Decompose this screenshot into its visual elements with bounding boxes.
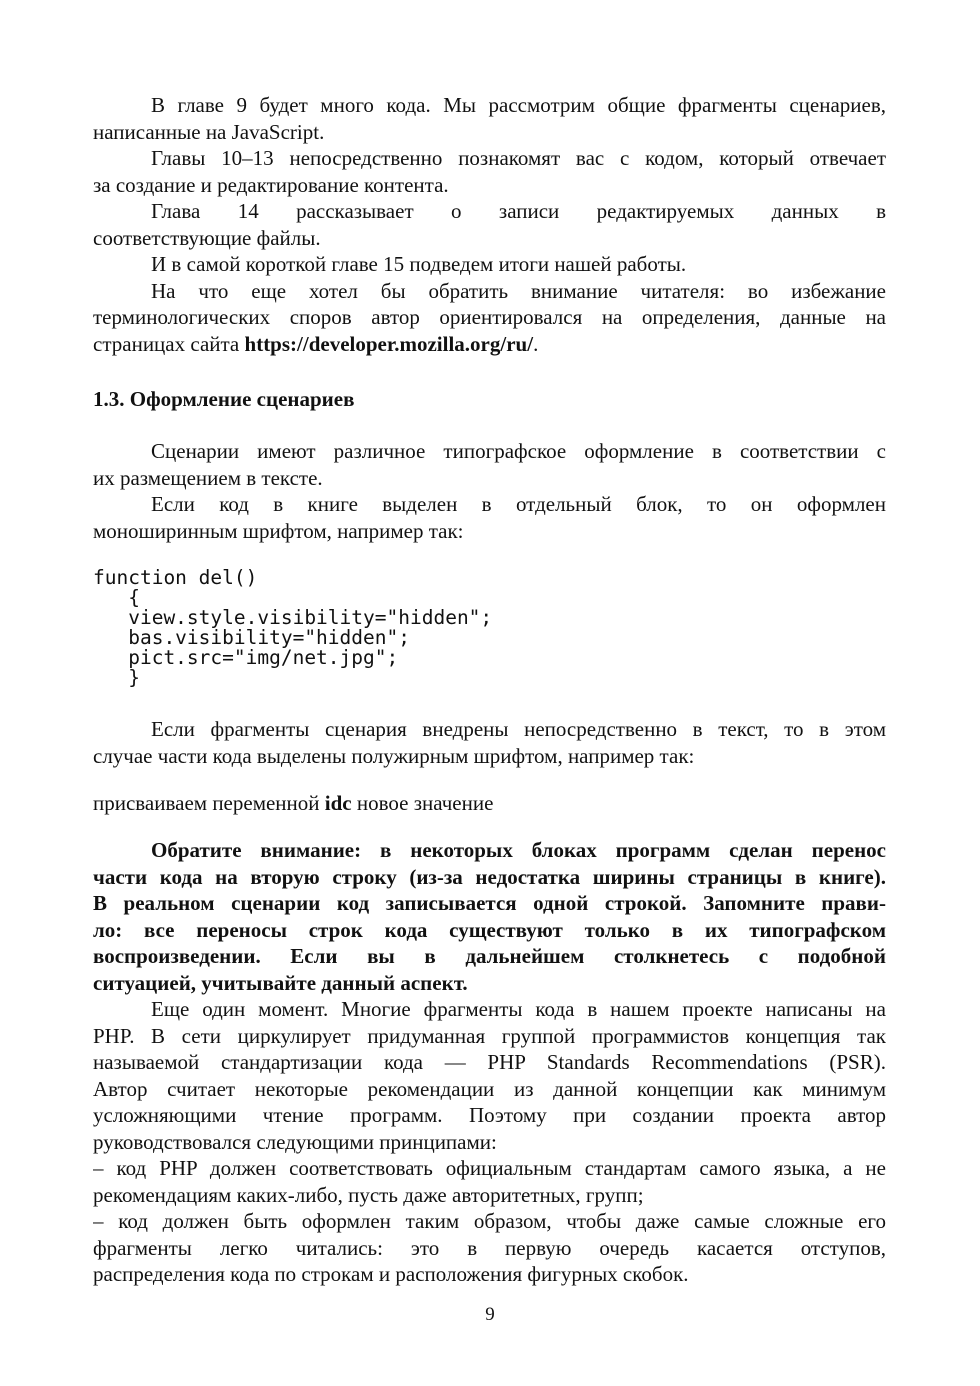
- text-line: В реальном сценарии код записывается одной строкой. Запомните прави-: [93, 891, 886, 915]
- text-line: И в самой короткой главе 15 подведем итоги нашей работы.: [151, 252, 687, 276]
- paragraph: [93, 996, 886, 1155]
- page-number: 9: [485, 1304, 495, 1325]
- paragraph: [93, 438, 886, 491]
- text-line: случае части кода выделены полужирным шрифтом, например так:: [93, 743, 695, 768]
- notes-text: [93, 837, 886, 1288]
- text-line: усложняющими чтение программ. Поэтому при создании проекта автор: [93, 1103, 886, 1127]
- text-fragment: новое значение: [351, 791, 494, 815]
- paragraph: [93, 1208, 886, 1288]
- code-line: bas.visibility="hidden";: [93, 626, 410, 649]
- bold-fragment: idc: [324, 791, 352, 815]
- inline-code-example: [93, 790, 886, 817]
- text-line: руководствовался следующими принципами:: [93, 1129, 497, 1154]
- text-line: части кода на вторую строку (из-за недостатка ширины страницы в книге).: [93, 864, 886, 889]
- text-line: их размещением в тексте.: [93, 465, 323, 490]
- text-line: за создание и редактирование контента.: [93, 172, 449, 197]
- section-text: [93, 438, 886, 544]
- text-line: PHP. В сети циркулирует придуманная группой программистов концепция так: [93, 1023, 886, 1048]
- text-line: воспроизведении. Если вы в дальнейшем столкнетесь с подобной: [93, 944, 886, 968]
- text-line: На что еще хотел бы обратить внимание читателя: во избежание: [151, 278, 886, 303]
- intro-text: [93, 92, 886, 357]
- text-line: Еще один момент. Многие фрагменты кода в нашем проекте написаны на: [151, 997, 886, 1021]
- paragraph: [93, 278, 886, 358]
- code-line: {: [93, 586, 140, 609]
- code-line: view.style.visibility="hidden";: [93, 606, 493, 629]
- text-line: Автор считает некоторые рекомендации из данной концепции как минимум: [93, 1076, 886, 1101]
- paragraph: [93, 251, 886, 278]
- code-line: function del(): [93, 566, 258, 589]
- text-line: Обратите внимание: в некоторых блоках программ сделан перенос: [151, 838, 886, 862]
- text-fragment: присваиваем переменной: [93, 791, 325, 815]
- text-line: Главы 10–13 непосредственно познакомят вас с кодом, который отвечает: [151, 146, 886, 170]
- text-line: Сценарии имеют различное типографское оформление в соответствии с: [151, 439, 886, 463]
- bold-fragment: https://developer.mozilla.org/ru/: [244, 331, 534, 356]
- text-line: [93, 790, 886, 817]
- text-line: рекомендациям каких-либо, пусть даже авторитетных, групп;: [93, 1182, 644, 1207]
- text-line: фрагменты легко читались: это в первую очередь касается отступов,: [93, 1235, 886, 1260]
- text-line: распределения кода по строкам и расположения фигурных скобок.: [93, 1262, 689, 1286]
- code-line: pict.src="img/net.jpg";: [93, 646, 399, 669]
- text-line: называемой стандартизации кода — PHP Standards Recommendations (PSR).: [93, 1050, 886, 1074]
- text-line: моноширинным шрифтом, например так:: [93, 518, 464, 543]
- text-line: ситуацией, учитывайте данный аспект.: [93, 970, 468, 995]
- text-line: В главе 9 будет много кода. Мы рассмотрим общие фрагменты сценариев,: [151, 93, 886, 117]
- text-line: Глава 14 рассказывает о записи редактируемых данных в: [151, 199, 886, 223]
- paragraph: [93, 92, 886, 145]
- paragraph: [93, 145, 886, 198]
- text-line: терминологических споров автор ориентировался на определения, данные на: [93, 305, 886, 329]
- paragraph: [93, 491, 886, 544]
- paragraph: [93, 1155, 886, 1208]
- text-line: [93, 331, 886, 358]
- text-line: написанные на JavaScript.: [93, 119, 325, 144]
- text-line: Если фрагменты сценария внедрены непосредственно в текст, то в этом: [151, 717, 886, 741]
- text-line: – код PHP должен соответствовать официальным стандартам самого языка, а не: [93, 1156, 886, 1180]
- paragraph: [93, 837, 886, 996]
- paragraph: [93, 790, 886, 817]
- section-heading: 1.3. Оформление сценариев: [93, 387, 355, 411]
- text-fragment: .: [533, 331, 539, 356]
- text-fragment: страницах сайта: [93, 331, 245, 356]
- inline-code-text: [93, 716, 886, 769]
- code-block: [93, 568, 492, 688]
- text-line: – код должен быть оформлен таким образом, чтобы даже самые сложные его: [93, 1209, 886, 1233]
- text-line: ло: все переносы строк кода существуют только в их типографском: [93, 917, 886, 942]
- paragraph: [93, 716, 886, 769]
- text-line: соответствующие файлы.: [93, 225, 321, 250]
- paragraph: [93, 198, 886, 251]
- text-line: Если код в книге выделен в отдельный блок, то он оформлен: [151, 492, 886, 516]
- code-line: }: [93, 666, 140, 689]
